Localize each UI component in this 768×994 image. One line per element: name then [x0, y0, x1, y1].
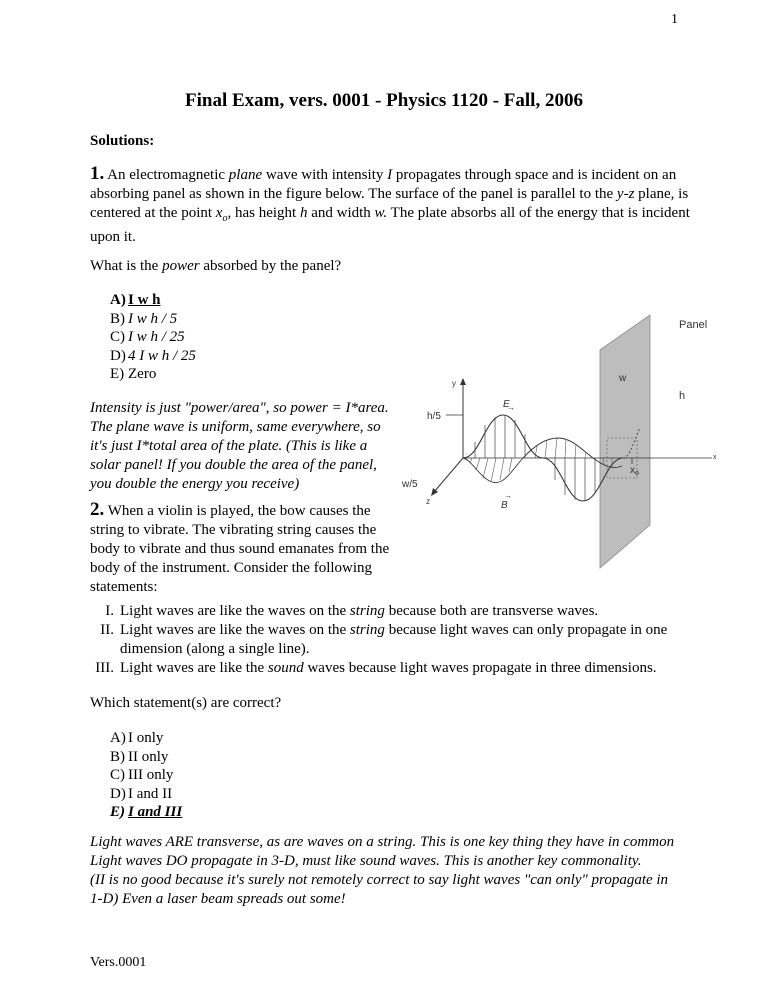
q1-text-x: x — [215, 205, 223, 221]
explanation-line: Light waves DO propagate in 3-D, must like sound waves. This is another key commonality. — [90, 853, 642, 869]
q2-choice-e[interactable] — [110, 803, 182, 822]
question-1-text — [90, 164, 690, 247]
q2-text-line: body of the instrument. Consider the following — [90, 560, 373, 576]
question-2-text — [90, 500, 410, 597]
q2-text-line: When a violin is played, the bow causes the — [104, 503, 371, 519]
q1-text-plane: plane — [228, 167, 263, 183]
explanation-line: (II is no good because it's surely not remotely correct to say light waves "can only" propagate in — [90, 872, 669, 888]
choice-text: I w h / 25 — [128, 329, 185, 345]
question-2-statements — [90, 602, 710, 678]
question-1-prompt — [90, 257, 690, 276]
q1-text-yz: y-z — [616, 186, 635, 202]
w5-label: w/5 — [402, 479, 418, 490]
choice-letter: D) — [110, 785, 126, 802]
e-field-label: E — [503, 399, 510, 410]
statement-ii — [90, 621, 710, 659]
statement-numeral: I. — [105, 603, 114, 619]
choice-text: I w h / 5 — [128, 310, 178, 327]
question-2-choices — [110, 729, 182, 822]
q1-text-part: and width — [307, 205, 375, 221]
xo-label-sub: o — [635, 470, 639, 477]
q1-text-part: propagates through space and is incident on an absorbing panel as shown in the figure below. The surface of the panel is parallel to the — [90, 167, 677, 202]
q1-text-part: plane, is centered at the point — [90, 186, 689, 221]
statement-iii — [90, 659, 710, 678]
page-footer: Vers.0001 — [90, 955, 147, 970]
choice-text: I and II — [128, 785, 173, 802]
explanation-line: Intensity is just "power/area", so power = I*area. — [90, 400, 389, 416]
statement-text: because light waves can only propagate in one dimension (along a single line). — [120, 622, 668, 657]
b-field-hatching — [470, 438, 612, 482]
q1-choice-a[interactable] — [110, 291, 196, 310]
b-field-label: B — [501, 500, 508, 511]
choice-letter: A) — [110, 292, 126, 308]
q2-text-line: statements: — [90, 579, 158, 595]
solutions-heading: Solutions: — [90, 133, 155, 149]
choice-letter: B) — [110, 748, 125, 765]
statement-numeral: III. — [95, 660, 114, 676]
q1-text-h: h — [299, 205, 308, 221]
y-axis-label: y — [452, 379, 456, 388]
choice-letter: D) — [110, 347, 126, 364]
page-title: Final Exam, vers. 0001 - Physics 1120 - Fall, 2006 — [185, 90, 583, 111]
question-1-choices — [110, 291, 196, 384]
choice-letter: B) — [110, 310, 125, 327]
q2-choice-c[interactable] — [110, 766, 182, 785]
b-field-wave — [463, 438, 622, 483]
statement-text: Light waves are like the — [120, 660, 268, 676]
explanation-line: solar panel! If you double the area of the panel, — [90, 457, 377, 473]
statement-text: waves because light waves propagate in three dimensions. — [303, 660, 657, 676]
q2-text-line: string to vibrate. The vibrating string causes the — [90, 522, 377, 538]
z-axis — [434, 458, 463, 492]
explanation-line: it's just I*total area of the plate. (This is like a — [90, 438, 368, 454]
page-number: 1 — [671, 12, 678, 27]
explanation-line: you double the energy you receive) — [90, 476, 300, 492]
q1-text-part: wave with intensity — [262, 167, 388, 183]
question-2-number: 2. — [90, 499, 105, 520]
y-axis-arrow — [460, 378, 466, 385]
choice-text: I and III — [128, 804, 183, 820]
q1-text-part: , has height — [227, 205, 300, 221]
statement-text: Light waves are like the waves on the — [120, 603, 350, 619]
choice-text: I w h — [128, 292, 161, 308]
panel-label: Panel — [679, 319, 708, 331]
statement-text: because both are transverse waves. — [384, 603, 599, 619]
w-label: w — [619, 373, 627, 384]
choice-letter: E) — [110, 366, 125, 382]
choice-text: Zero — [128, 366, 157, 382]
em-wave-figure — [400, 310, 730, 580]
question-2-explanation — [90, 833, 710, 909]
q1-choice-c[interactable] — [110, 328, 196, 347]
statement-i — [90, 602, 710, 621]
choice-text: 4 I w h / 25 — [128, 347, 196, 364]
h5-label: h/5 — [427, 411, 441, 422]
statement-text: Light waves are like the waves on the — [120, 622, 350, 638]
q1-prompt-power: power — [162, 258, 200, 274]
choice-letter: E) — [110, 804, 125, 820]
q1-prompt-part: absorbed by the panel? — [199, 258, 342, 274]
choice-letter: A) — [110, 730, 126, 746]
q1-choice-e[interactable] — [110, 365, 196, 384]
statement-emph: sound — [267, 660, 304, 676]
explanation-line: Light waves ARE transverse, as are waves on a string. This is one key thing they have in common — [90, 834, 675, 850]
q2-choice-a[interactable] — [110, 729, 182, 748]
explanation-line: The plane wave is uniform, same everywhere, so — [90, 419, 381, 435]
statement-emph: string — [349, 603, 385, 619]
e-field-vector-mark: → — [507, 403, 515, 412]
statement-emph: string — [349, 622, 385, 638]
q1-text-w: w. — [374, 205, 388, 221]
question-2-prompt: Which statement(s) are correct? — [90, 695, 282, 711]
q2-text-line: body to vibrate and thus sound emanates from the — [90, 541, 390, 557]
q1-choice-d[interactable] — [110, 347, 196, 366]
choice-text: I only — [128, 730, 164, 746]
q2-choice-b[interactable] — [110, 748, 182, 767]
explanation-line: 1-D) Even a laser beam spreads out some! — [90, 891, 346, 907]
q1-text-xo-sub: o — [222, 213, 228, 224]
q1-choice-b[interactable] — [110, 310, 196, 329]
q1-prompt-part: What is the — [90, 258, 163, 274]
q1-text-intensity: I — [387, 167, 393, 183]
choice-letter: C) — [110, 329, 125, 345]
statement-numeral: II. — [100, 622, 114, 638]
choice-text: II only — [128, 748, 169, 765]
question-1-explanation — [90, 399, 420, 494]
q1-text-part: The plate absorbs all of the energy that is incident upon it. — [90, 205, 690, 245]
choice-text: III only — [128, 767, 174, 783]
b-field-vector-mark: → — [504, 491, 512, 500]
choice-letter: C) — [110, 767, 125, 783]
h-label: h — [679, 390, 686, 402]
x-axis-label: x — [713, 454, 717, 461]
q1-text-part: An electromagnetic — [104, 167, 229, 183]
absorbing-panel — [600, 315, 650, 568]
q2-choice-d[interactable] — [110, 785, 182, 804]
question-1-number: 1. — [90, 163, 105, 184]
z-axis-label: z — [426, 497, 430, 506]
xo-label-x: x — [630, 465, 635, 476]
